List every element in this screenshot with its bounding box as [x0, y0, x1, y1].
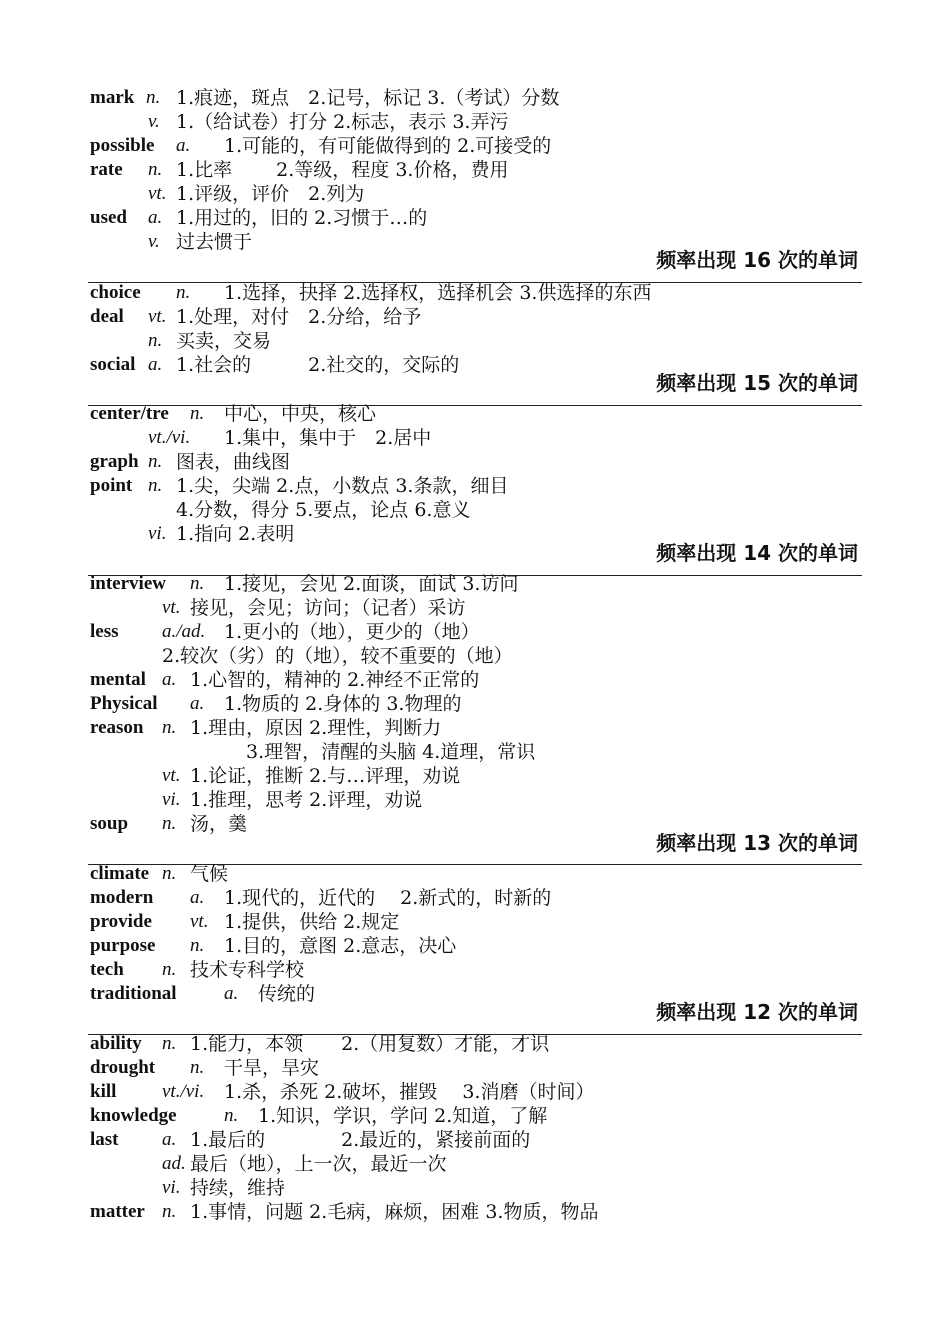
part-of-speech: n.	[190, 573, 205, 594]
definition: 最后（地），上一次，最近一次	[190, 1153, 447, 1175]
headword: matter	[90, 1201, 145, 1222]
headword: social	[90, 354, 136, 375]
headword: climate	[90, 863, 150, 884]
part-of-speech: a.	[190, 693, 205, 714]
part-of-speech: n.	[146, 87, 161, 108]
part-of-speech: n.	[162, 959, 177, 980]
part-of-speech: v.	[148, 111, 160, 132]
part-of-speech: vt./vi.	[148, 427, 191, 448]
part-of-speech: n.	[190, 403, 205, 424]
part-of-speech: n.	[162, 863, 177, 884]
definition: 1.接见，会见 2.面谈，面试 3.访问	[224, 573, 519, 595]
headword: Physical	[90, 693, 158, 714]
part-of-speech: vt.	[162, 597, 181, 618]
definition: 干旱，旱灾	[224, 1057, 320, 1079]
headword: less	[90, 621, 119, 642]
definition: 1.（给试卷）打分 2.标志，表示 3.弄污	[176, 111, 509, 133]
part-of-speech: a./ad.	[162, 621, 206, 642]
definition: 过去惯于	[176, 231, 253, 253]
part-of-speech: n.	[148, 330, 163, 351]
headword: kill	[90, 1081, 117, 1102]
headword: purpose	[90, 935, 156, 956]
section-header: 频率出现 16 次的单词	[656, 248, 858, 272]
part-of-speech: vt.	[190, 911, 209, 932]
definition: 气候	[190, 863, 229, 885]
definition: 买卖，交易	[176, 330, 272, 352]
definition: 1.指向 2.表明	[176, 523, 295, 545]
part-of-speech: n.	[224, 1105, 239, 1126]
headword: soup	[90, 813, 129, 834]
definition: 1.可能的，有可能做得到的 2.可接受的	[224, 135, 552, 157]
part-of-speech: vt.	[148, 306, 167, 327]
definition: 中心，中央，核心	[224, 403, 377, 425]
definition: 1.提供，供给 2.规定	[224, 911, 400, 933]
definition: 图表，曲线图	[176, 451, 291, 473]
definition: 传统的	[258, 983, 316, 1005]
part-of-speech: n.	[148, 475, 163, 496]
headword: deal	[90, 306, 124, 327]
definition: 1.处理，对付 2.分给，给予	[176, 306, 422, 328]
definition: 1.心智的，精神的 2.神经不正常的	[190, 669, 480, 691]
headword: graph	[90, 451, 139, 472]
headword: reason	[90, 717, 144, 738]
headword: knowledge	[90, 1105, 177, 1126]
part-of-speech: a.	[148, 207, 163, 228]
headword: traditional	[90, 983, 177, 1004]
headword: ability	[90, 1033, 142, 1054]
part-of-speech: ad.	[162, 1153, 186, 1174]
definition: 1.评级，评价 2.列为	[176, 183, 365, 205]
headword: tech	[90, 959, 124, 980]
part-of-speech: a.	[224, 983, 239, 1004]
part-of-speech: n.	[148, 159, 163, 180]
headword: drought	[90, 1057, 156, 1078]
part-of-speech: v.	[148, 231, 160, 252]
part-of-speech: vi.	[148, 523, 167, 544]
definition: 1.事情，问题 2.毛病，麻烦，困难 3.物质，物品	[190, 1201, 599, 1223]
definition: 接见，会见；访问；（记者）采访	[190, 597, 466, 619]
definition: 1.集中，集中于 2.居中	[224, 427, 432, 449]
definition: 4.分数，得分 5.要点，论点 6.意义	[176, 499, 471, 521]
part-of-speech: a.	[162, 669, 177, 690]
part-of-speech: n.	[148, 451, 163, 472]
part-of-speech: n.	[190, 935, 205, 956]
headword: interview	[90, 573, 166, 594]
part-of-speech: a.	[176, 135, 191, 156]
headword: provide	[90, 911, 152, 932]
headword: center/tre	[90, 403, 169, 424]
definition: 1.尖，尖端 2.点，小数点 3.条款，细目	[176, 475, 509, 497]
definition: 1.目的，意图 2.意志，决心	[224, 935, 457, 957]
part-of-speech: n.	[162, 813, 177, 834]
definition: 1.痕迹，斑点 2.记号，标记 3.（考试）分数	[176, 87, 560, 109]
definition: 1.物质的 2.身体的 3.物理的	[224, 693, 462, 715]
headword: modern	[90, 887, 154, 908]
part-of-speech: vt.	[148, 183, 167, 204]
part-of-speech: n.	[190, 1057, 205, 1078]
definition: 1.最后的 2.最近的，紧接前面的	[190, 1129, 531, 1151]
part-of-speech: n.	[162, 717, 177, 738]
headword: choice	[90, 282, 141, 303]
definition: 1.选择，抉择 2.选择权，选择机会 3.供选择的东西	[224, 282, 652, 304]
headword: mental	[90, 669, 146, 690]
part-of-speech: vi.	[162, 789, 181, 810]
part-of-speech: n.	[162, 1033, 177, 1054]
section-header: 频率出现 13 次的单词	[656, 831, 858, 855]
headword: mark	[90, 87, 135, 108]
definition: 1.论证，推断 2.与…评理，劝说	[190, 765, 461, 787]
definition: 3.理智，清醒的头脑 4.道理，常识	[246, 741, 536, 763]
definition: 1.现代的，近代的 2.新式的，时新的	[224, 887, 552, 909]
section-header: 频率出现 14 次的单词	[656, 541, 858, 565]
part-of-speech: vt.	[162, 765, 181, 786]
definition: 1.杀，杀死 2.破坏，摧毁 3.消磨（时间）	[224, 1081, 595, 1103]
definition: 1.比率 2.等级，程度 3.价格，费用	[176, 159, 509, 181]
definition: 1.推理，思考 2.评理，劝说	[190, 789, 423, 811]
part-of-speech: n.	[162, 1201, 177, 1222]
section-header: 频率出现 15 次的单词	[656, 371, 858, 395]
definition: 1.理由，原因 2.理性，判断力	[190, 717, 442, 739]
definition: 1.更小的（地），更少的（地）	[224, 621, 480, 643]
headword: point	[90, 475, 133, 496]
part-of-speech: vi.	[162, 1177, 181, 1198]
definition: 技术专科学校	[190, 959, 305, 981]
part-of-speech: vt./vi.	[162, 1081, 205, 1102]
definition: 2.较次（劣）的（地），较不重要的（地）	[162, 645, 513, 667]
headword: possible	[90, 135, 155, 156]
definition: 1.社会的 2.社交的，交际的	[176, 354, 460, 376]
section-header: 频率出现 12 次的单词	[656, 1000, 858, 1024]
part-of-speech: a.	[190, 887, 205, 908]
part-of-speech: n.	[176, 282, 191, 303]
definition: 1.能力，本领 2.（用复数）才能，才识	[190, 1033, 550, 1055]
headword: used	[90, 207, 127, 228]
definition: 持续，维持	[190, 1177, 286, 1199]
definition: 汤，羹	[190, 813, 248, 835]
part-of-speech: a.	[148, 354, 163, 375]
headword: rate	[90, 159, 123, 180]
definition: 1.用过的，旧的 2.习惯于…的	[176, 207, 428, 229]
definition: 1.知识，学识，学问 2.知道，了解	[258, 1105, 548, 1127]
part-of-speech: a.	[162, 1129, 177, 1150]
headword: last	[90, 1129, 119, 1150]
